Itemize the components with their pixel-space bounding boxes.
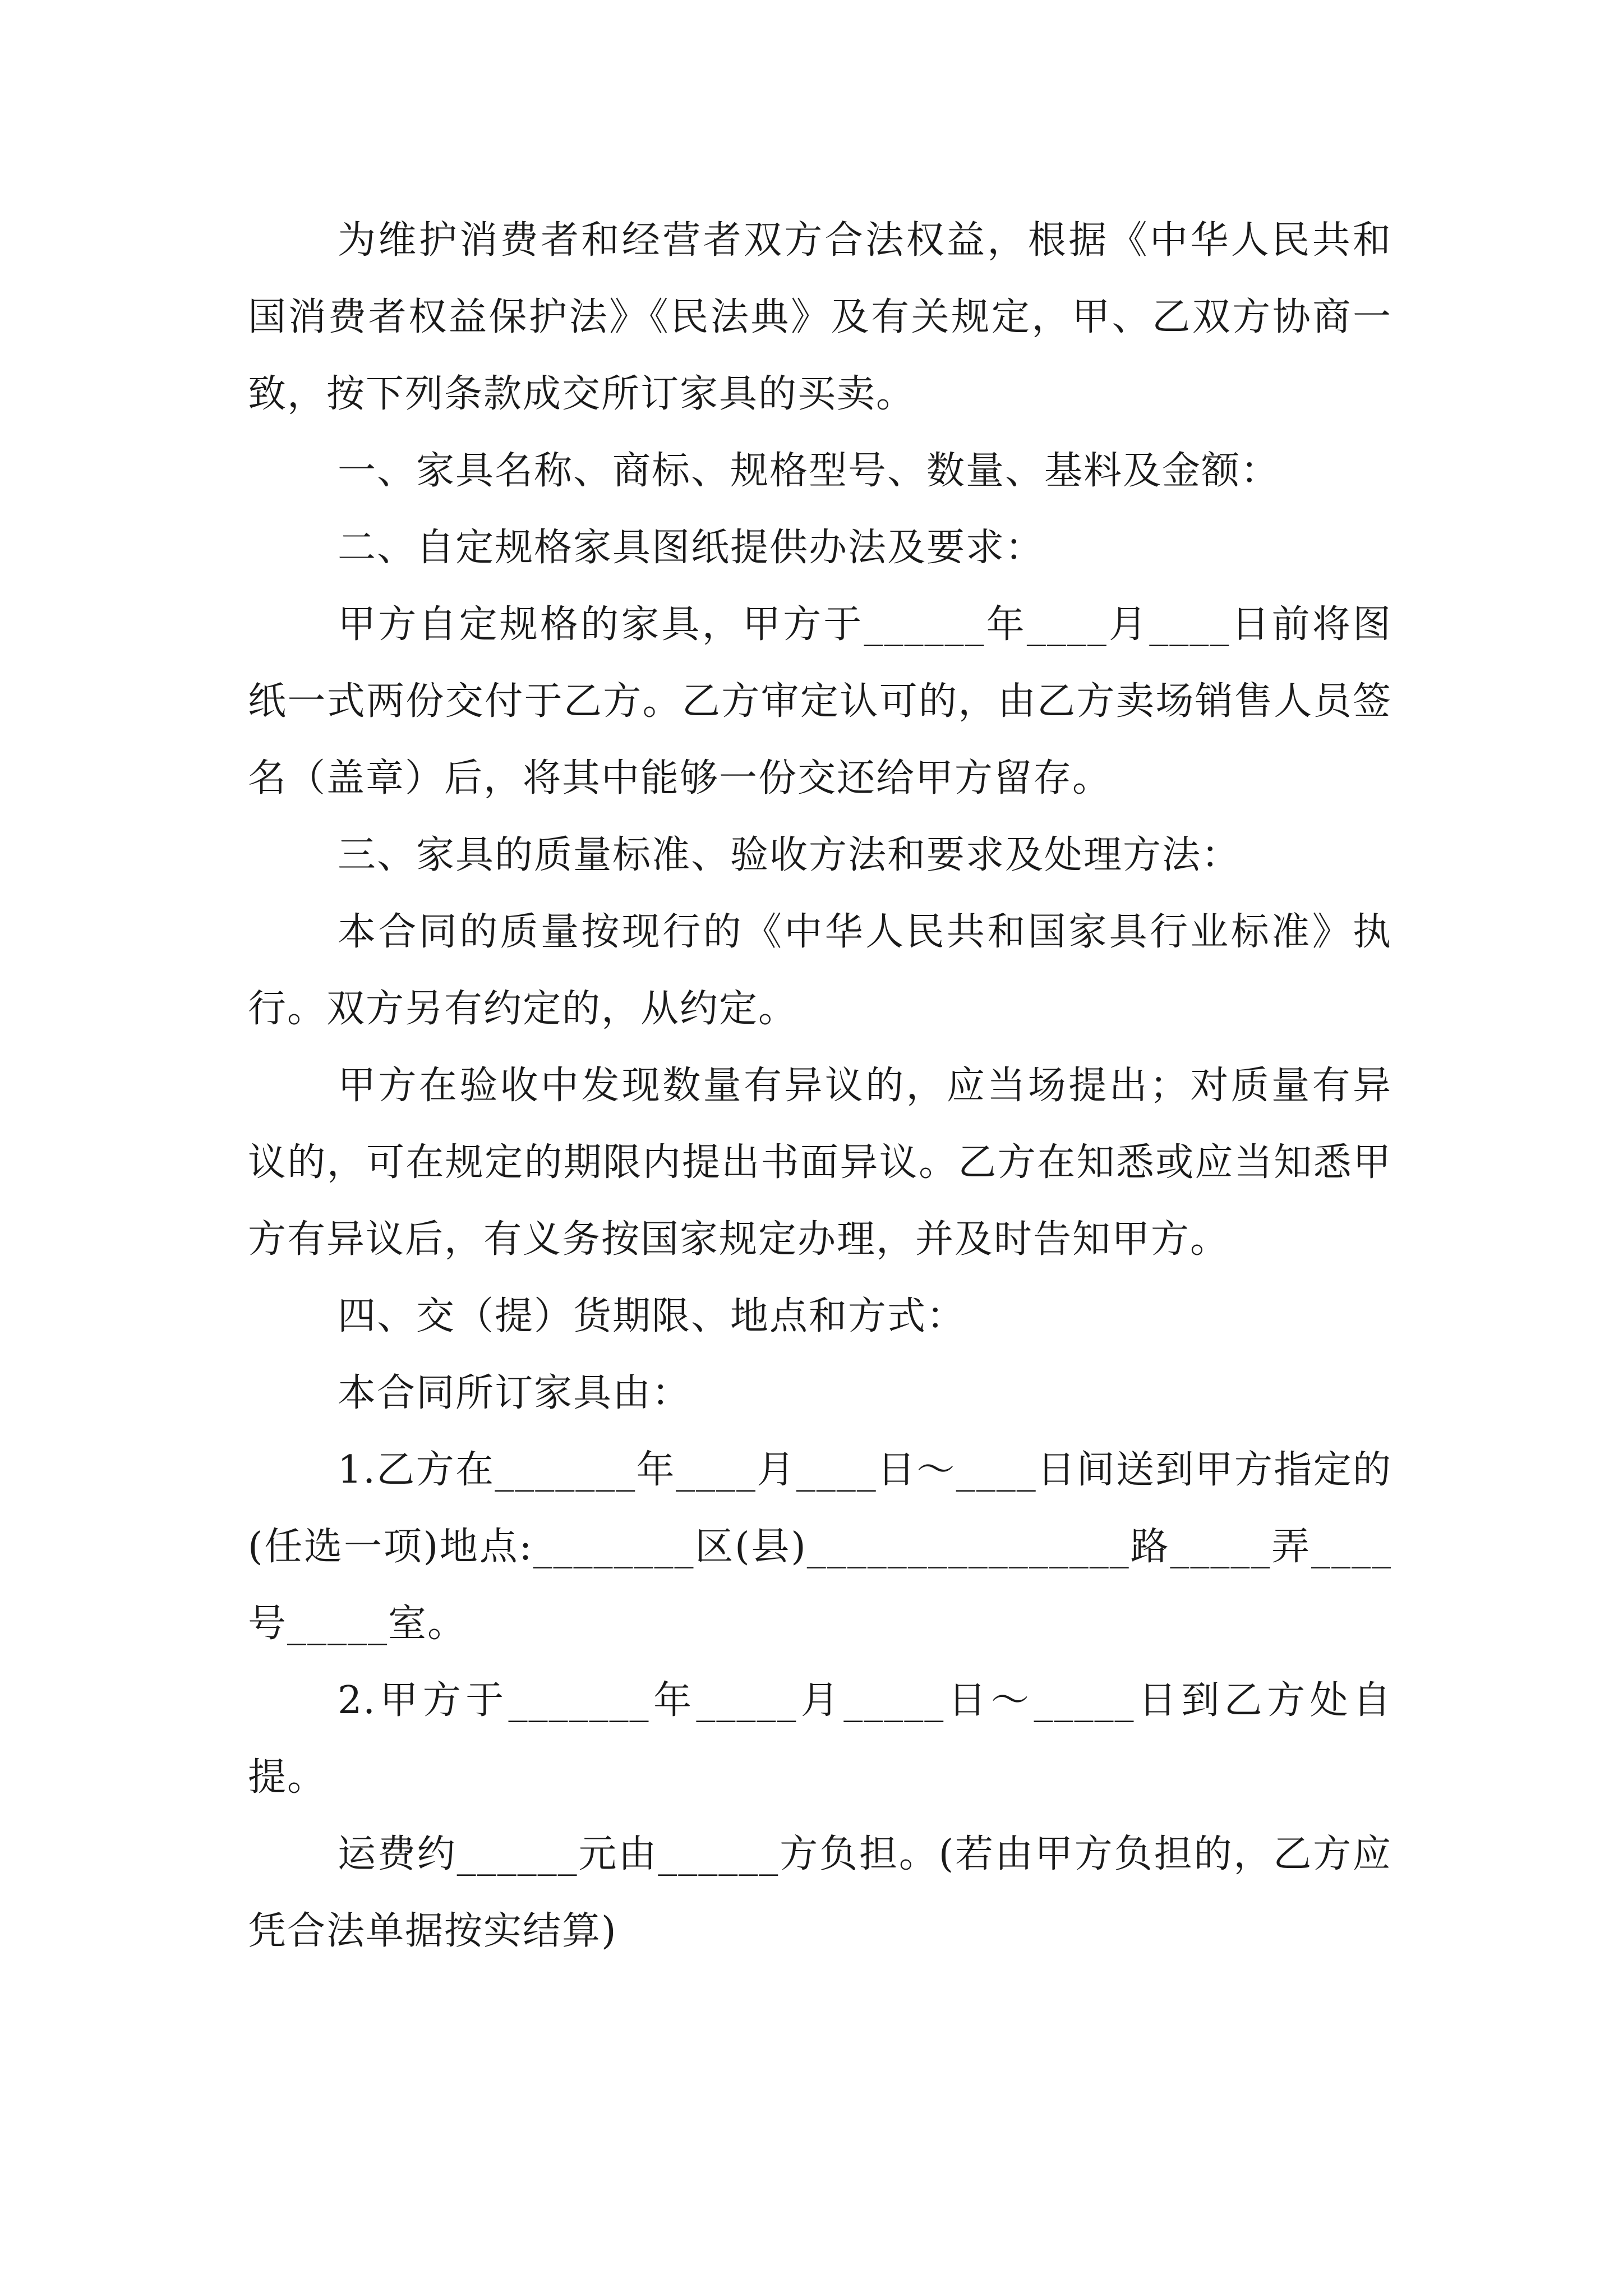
paragraph-section-1-heading: 一、家具名称、商标、规格型号、数量、基料及金额： (338, 449, 1280, 493)
document-body (248, 202, 1392, 1970)
paragraph-freight: 运费约______元由______方负担。(若由甲方负担的，乙方应凭合法单据按实结算) (248, 1832, 1392, 1953)
paragraph-preamble: 为维护消费者和经营者双方合法权益，根据《中华人民共和国消费者权益保护法》《民法典》及有关规定，甲、乙双方协商一致，按下列条款成交所订家具的买卖。 (248, 218, 1392, 416)
paragraph-section-2-heading: 二、自定规格家具图纸提供办法及要求： (338, 526, 1045, 570)
paragraph-acceptance-objection: 甲方在验收中发现数量有异议的，应当场提出；对质量有异议的，可在规定的期限内提出书面异议。乙方在知悉或应当知悉甲方有异议后，有义务按国家规定办理，并及时告知甲方。 (248, 1064, 1392, 1262)
paragraph-delivery-option-1: 1.乙方在_______年____月____日～____日间送到甲方指定的(任选一项)地点:________区(县)________________路_____弄____号_____室。 (248, 1448, 1392, 1646)
paragraph-section-3-heading: 三、家具的质量标准、验收方法和要求及处理方法： (338, 833, 1241, 877)
paragraph-quality-standard: 本合同的质量按现行的《中华人民共和国家具行业标准》执行。双方另有约定的，从约定。 (248, 910, 1392, 1031)
paragraph-delivery-intro: 本合同所订家具由： (338, 1371, 691, 1415)
paragraph-drawing-delivery: 甲方自定规格的家具，甲方于______年____月____日前将图纸一式两份交付于乙方。乙方审定认可的，由乙方卖场销售人员签名（盖章）后，将其中能够一份交还给甲方留存。 (248, 602, 1392, 800)
paragraph-section-4-heading: 四、交（提）货期限、地点和方式： (338, 1294, 966, 1338)
paragraph-delivery-option-2: 2.甲方于_______年_____月_____日～_____日到乙方处自提。 (248, 1678, 1392, 1800)
